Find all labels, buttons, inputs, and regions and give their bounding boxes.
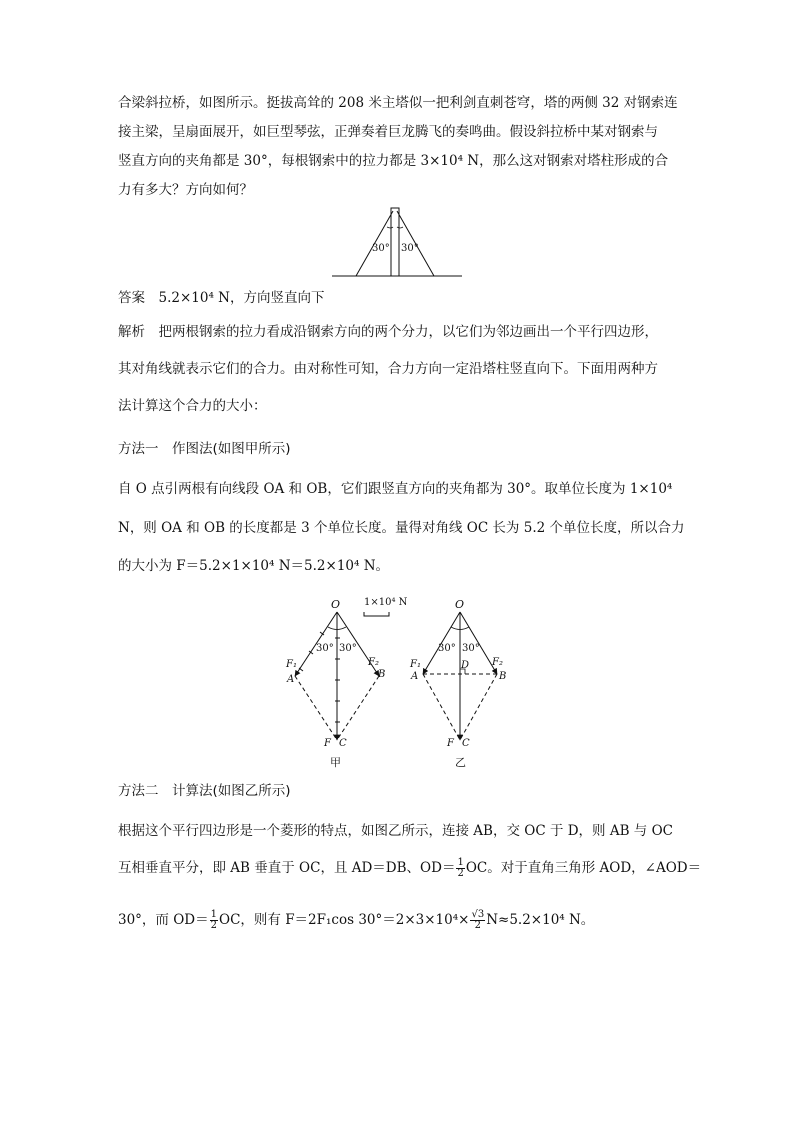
fraction-sqrt3-num: √3: [471, 909, 485, 920]
jia-label-F: F: [324, 738, 331, 749]
intro-line-1: 合梁斜拉桥，如图所示。挺拔高耸的 208 米主塔似一把利剑直刺苍穹，塔的两侧 32 对钢索连: [118, 95, 678, 111]
jia-label-F2: F₂: [368, 657, 379, 668]
method2-title: 方法二 计算法(如图乙所示): [118, 783, 291, 799]
jia-dashed-BC: [337, 676, 379, 740]
yi-dashed-AC: [423, 674, 460, 740]
method2-line-3b: OC，则有 F＝2F₁cos 30°＝2×3×10⁴×: [219, 912, 470, 928]
jia-label-B: B: [378, 669, 386, 680]
method2-line-2: [118, 858, 701, 879]
intro-line-4: 力有多大？方向如何？: [118, 182, 253, 198]
answer-line: [118, 289, 324, 307]
yi-label-F2: F₂: [492, 657, 503, 668]
method2-line-2b: OC。对于直角三角形 AOD，∠AOD＝: [465, 860, 702, 876]
jia-label-A: A: [287, 674, 295, 685]
tower-angle-right: 30°: [401, 243, 419, 254]
yi-label-O: O: [455, 598, 465, 611]
method2-line-2a: 互相垂直平分，即 AB 垂直于 OC，且 AD＝DB、OD＝: [118, 860, 456, 876]
jia-caption: 甲: [330, 756, 341, 769]
jia-angle-left: 30°: [316, 643, 334, 654]
jia-label-O: O: [331, 598, 341, 611]
method1-title: 方法一 作图法(如图甲所示): [118, 441, 291, 457]
jia-label-C: C: [339, 738, 347, 749]
fraction-half-1-num: 1: [457, 857, 464, 868]
analysis-line-3: 法计算这个合力的大小：: [118, 398, 267, 414]
analysis-text-1: 把两根钢索的拉力看成沿钢索方向的两个分力，以它们为邻边画出一个平行四边形，: [158, 324, 658, 340]
method1-line-3: 的大小为 F＝5.2×1×10⁴ N＝5.2×10⁴ N。: [118, 558, 390, 574]
fraction-half-2: [210, 910, 218, 931]
fraction-sqrt3-over-2: [470, 910, 485, 931]
yi-label-A: A: [411, 671, 419, 682]
tower-figure: [330, 203, 465, 281]
analysis-line-1: [118, 323, 658, 341]
yi-angle-left: 30°: [438, 643, 456, 654]
tower-column: [391, 208, 399, 276]
intro-line-2: 接主梁，呈扇面展开，如巨型琴弦，正弹奏着巨龙腾飞的奏鸣曲。假设斜拉桥中某对钢索与: [118, 124, 658, 140]
method2-line-3: [118, 910, 594, 931]
fraction-half-2-den: 2: [210, 920, 217, 931]
figure-yi: [405, 594, 517, 774]
method2-line-3a: 30°，而 OD＝: [118, 912, 209, 928]
jia-dashed-AC: [295, 676, 337, 740]
yi-dashed-BC: [460, 674, 497, 740]
figure-jia: [282, 594, 412, 774]
intro-line-3: 竖直方向的夹角都是 30°，每根钢索中的拉力都是 3×10⁴ N，那么这对钢索对塔柱形成的合: [118, 153, 669, 169]
method2-line-1: 根据这个平行四边形是一个菱形的特点，如图乙所示，连接 AB，交 OC 于 D，则 AB 与 OC: [118, 823, 673, 839]
method1-line-2: N，则 OA 和 OB 的长度都是 3 个单位长度。量得对角线 OC 长为 5.2 个单位长度，所以合力: [118, 520, 685, 536]
fraction-half-1: [456, 858, 464, 879]
answer-label: 答案: [118, 290, 145, 306]
yi-label-F1: F₁: [410, 659, 421, 670]
tower-angle-left: 30°: [372, 243, 390, 254]
yi-label-F: F: [447, 738, 454, 749]
answer-text: 5.2×10⁴ N，方向竖直向下: [158, 290, 325, 306]
yi-label-B: B: [499, 671, 507, 682]
analysis-line-2: 其对角线就表示它们的合力。由对称性可知，合力方向一定沿塔柱竖直向下。下面用两种方: [118, 361, 658, 377]
jia-label-F1: F₁: [286, 659, 297, 670]
jia-scale-label: 1×10⁴ N: [364, 597, 408, 608]
jia-scale-bar: [364, 612, 389, 616]
fraction-sqrt3-den: 2: [474, 920, 482, 931]
method2-line-3c: N≈5.2×10⁴ N。: [486, 912, 595, 928]
jia-angle-right: 30°: [339, 643, 357, 654]
yi-caption: 乙: [455, 756, 466, 769]
analysis-label: 解析: [118, 324, 145, 340]
fraction-half-1-den: 2: [457, 868, 464, 879]
yi-angle-right: 30°: [462, 643, 480, 654]
fraction-half-2-num: 1: [210, 909, 217, 920]
yi-label-C: C: [462, 738, 470, 749]
yi-label-D: D: [461, 660, 470, 671]
method1-line-1: 自 O 点引两根有向线段 OA 和 OB，它们跟竖直方向的夹角都为 30°。取单位长度为 1×10⁴: [118, 481, 673, 497]
